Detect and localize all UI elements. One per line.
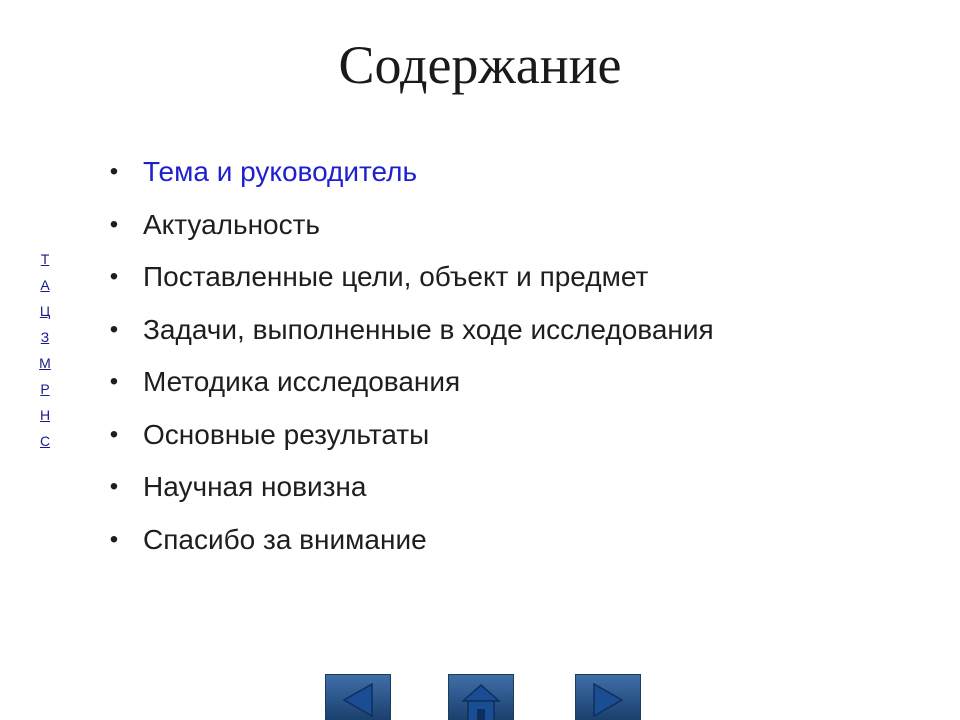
toc-item-label: Спасибо за внимание (143, 523, 427, 555)
toc-item-label: Методика исследования (143, 366, 461, 397)
slide-title: Содержание (338, 35, 622, 95)
arrow-right-icon (576, 675, 640, 720)
next-slide-button[interactable] (575, 674, 641, 720)
bullet-icon: • (109, 525, 119, 553)
home-icon (449, 675, 513, 720)
home-button[interactable] (448, 674, 514, 720)
side-nav (34, 246, 56, 454)
toc-item-label: Задачи, выполненные в ходе исследования (143, 313, 714, 345)
side-link-a[interactable]: А (40, 277, 50, 293)
bullet-icon: • (109, 368, 119, 395)
arrow-left-icon (326, 675, 390, 720)
side-link-z[interactable]: З (40, 329, 50, 345)
table-of-contents (104, 146, 924, 566)
toc-item-label: Основные результаты (143, 418, 430, 450)
toc-item-label: Поставленные цели, объект и предмет (143, 261, 649, 292)
toc-item-label: Актуальность (143, 208, 321, 240)
toc-item-novelty[interactable] (104, 461, 924, 514)
toc-item-results[interactable] (104, 409, 924, 462)
bullet-icon: • (109, 420, 119, 448)
bullet-icon: • (109, 210, 119, 238)
side-link-m[interactable]: М (39, 355, 51, 371)
toc-item-label: Научная новизна (143, 471, 367, 502)
toc-item-relevance[interactable] (104, 199, 924, 252)
side-link-ts[interactable]: Ц (39, 303, 51, 319)
bullet-icon: • (109, 473, 119, 500)
toc-item-methodology[interactable] (104, 356, 924, 409)
prev-slide-button[interactable] (325, 674, 391, 720)
toc-item-thanks[interactable] (104, 514, 924, 567)
toc-item-topic[interactable] (104, 146, 924, 199)
bullet-icon: • (109, 263, 119, 290)
side-link-s[interactable]: С (39, 433, 51, 449)
side-link-n[interactable]: Н (39, 407, 51, 423)
bullet-icon: • (109, 315, 119, 343)
bullet-icon: • (109, 158, 119, 185)
toc-item-goals[interactable] (104, 251, 924, 304)
toc-item-tasks[interactable] (104, 304, 924, 357)
side-link-r[interactable]: Р (40, 381, 50, 397)
side-link-t[interactable]: Т (40, 251, 50, 267)
toc-item-label: Тема и руководитель (143, 156, 418, 187)
